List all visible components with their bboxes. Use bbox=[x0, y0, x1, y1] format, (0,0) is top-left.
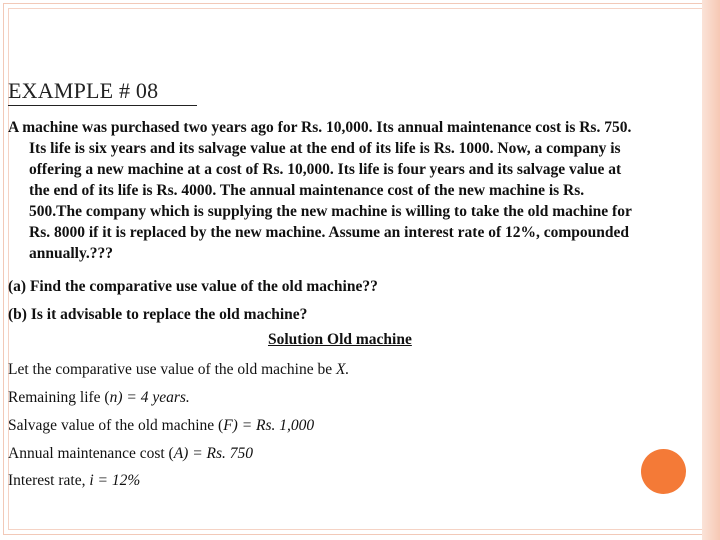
let-variable: X. bbox=[335, 361, 350, 378]
solution-heading: Solution Old machine bbox=[268, 331, 412, 348]
problem-line-5: 500.The company which is supplying the new machine is willing to take the old machine for bbox=[29, 203, 632, 220]
salvage-amount: ) = Rs. 1,000 bbox=[232, 417, 315, 434]
problem-line-7: annually.??? bbox=[29, 245, 113, 262]
let-text: Let the comparative use value of the old machine be bbox=[8, 361, 336, 378]
maintenance-amount: ) = Rs. 750 bbox=[183, 445, 254, 462]
problem-line-1: A machine was purchased two years ago for Rs. 10,000. Its annual maintenance cost is Rs. 750. bbox=[8, 119, 632, 136]
interest-rate bbox=[8, 472, 140, 490]
salvage-variable: F bbox=[223, 417, 233, 434]
problem-line-2: Its life is six years and its salvage value at the end of its life is Rs. 1000. Now, a company is bbox=[29, 140, 621, 157]
problem-line-6: Rs. 8000 if it is replaced by the new machine. Assume an interest rate of 12%, compounded bbox=[29, 224, 630, 241]
problem-line-4: the end of its life is Rs. 4000. The annual maintenance cost of the new machine is Rs. bbox=[29, 182, 585, 199]
problem-line-3: offering a new machine at a cost of Rs. 10,000. Its life is four years and its salvage value at bbox=[29, 161, 622, 178]
remaining-label: Remaining life ( bbox=[8, 389, 110, 406]
maintenance-variable: A bbox=[173, 445, 184, 462]
maintenance-cost bbox=[8, 445, 253, 463]
decorative-right-strip bbox=[702, 0, 720, 540]
question-b: (b) Is it advisable to replace the old machine? bbox=[8, 306, 308, 323]
remaining-life bbox=[8, 389, 190, 407]
maintenance-label: Annual maintenance cost ( bbox=[8, 445, 174, 462]
decorative-orange-circle bbox=[641, 449, 686, 494]
interest-value: i = 12% bbox=[89, 472, 141, 489]
remaining-value: ) = 4 years. bbox=[117, 389, 190, 406]
salvage-label: Salvage value of the old machine ( bbox=[8, 417, 224, 434]
slide-title: EXAMPLE # 08 bbox=[8, 78, 159, 103]
let-statement bbox=[8, 361, 349, 379]
remaining-variable: n bbox=[109, 389, 118, 406]
question-a: (a) Find the comparative use value of the old machine?? bbox=[8, 278, 378, 295]
problem-statement bbox=[8, 117, 698, 264]
interest-label: Interest rate, bbox=[8, 472, 90, 489]
salvage-value bbox=[8, 417, 314, 435]
title-underline bbox=[8, 105, 197, 106]
